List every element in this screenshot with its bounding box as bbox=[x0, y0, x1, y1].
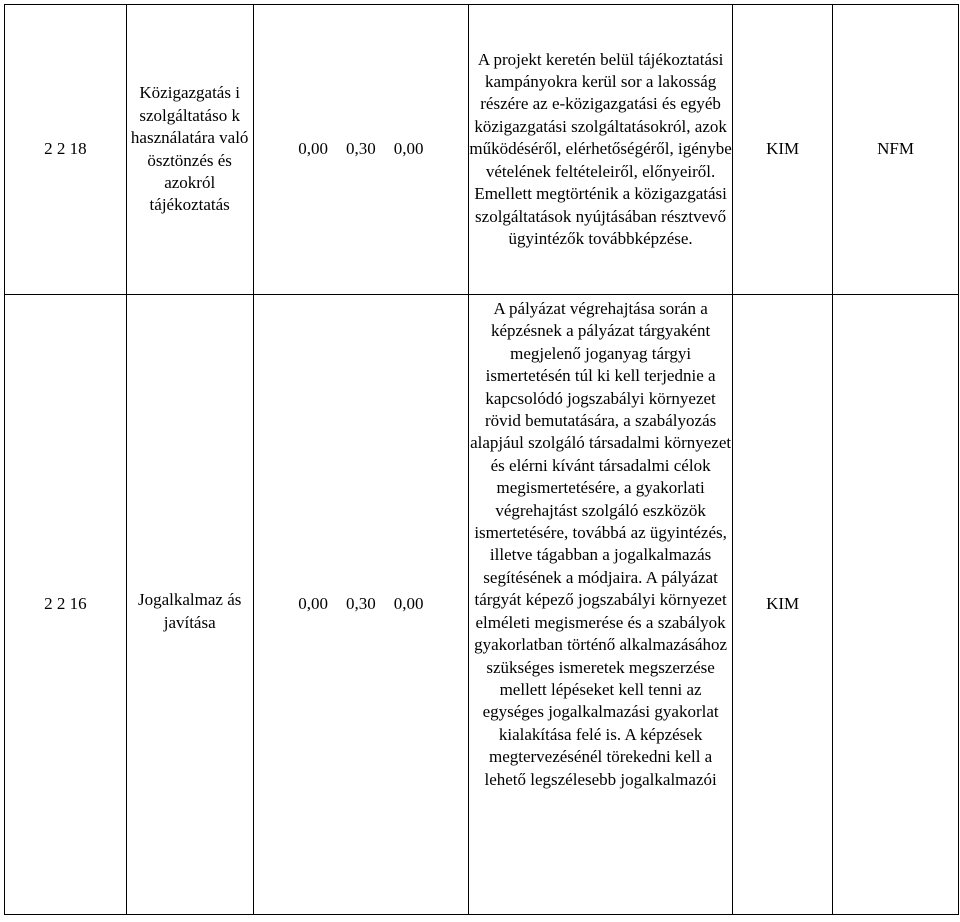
row-values bbox=[253, 5, 468, 295]
row-organization-secondary bbox=[833, 295, 959, 915]
value-1: 0,00 bbox=[298, 139, 328, 159]
row-organization-primary: KIM bbox=[733, 295, 833, 915]
row-name: Jogalkalmaz ás javítása bbox=[126, 295, 253, 915]
row-description: A projekt keretén belül tájékoztatási kampányokra kerül sor a lakosság részére az e-közigazgatási és egyéb közigazgatási szolgáltatásokról, azok működéséről, elérhetőségéről, igénybe vételének feltételeiről, előnyeiről. Emellett megtörténik a közigazgatási szolgáltatások nyújtásában résztvevő ügyintézők továbbképzése. bbox=[468, 5, 732, 295]
project-table bbox=[4, 4, 959, 915]
value-2: 0,30 bbox=[345, 594, 376, 614]
row-organization-secondary: NFM bbox=[833, 5, 959, 295]
row-values bbox=[253, 295, 468, 915]
row-code: 2 2 16 bbox=[5, 295, 127, 915]
row-description: A pályázat végrehajtása során a képzésnek a pályázat tárgyaként megjelenő joganyag tárgyi ismertetésén túl ki kell terjednie a kapcsolódó jogszabályi környezet rövid bemutatására, a szabályozás alapjául szolgáló társadalmi környezet és elérni kívánt társadalmi célok megismertetésére, a gyakorlati végrehajtást szolgáló eszközök ismertetésére, továbbá az ügyintézés, illetve tágabban a jogalkalmazás segítésének a módjaira. A pályázat tárgyát képező jogszabályi környezet elméleti megismerése és a szabályok gyakorlatban történő alkalmazásához szükséges ismeretek megszerzése mellett lépéseket kell tenni az egységes jogalkalmazási gyakorlat kialakítása felé is. A képzések megtervezésénél törekedni kell a lehető legszélesebb jogalkalmazói bbox=[468, 295, 732, 915]
value-1: 0,00 bbox=[298, 594, 328, 614]
row-name: Közigazgatás i szolgáltatáso k használatára való ösztönzés és azokról tájékoztatás bbox=[126, 5, 253, 295]
table-row bbox=[5, 295, 959, 915]
value-2: 0,30 bbox=[345, 139, 376, 159]
value-3: 0,00 bbox=[393, 139, 424, 159]
row-code: 2 2 18 bbox=[5, 5, 127, 295]
table-row bbox=[5, 5, 959, 295]
value-3: 0,00 bbox=[393, 594, 424, 614]
row-organization-primary: KIM bbox=[733, 5, 833, 295]
